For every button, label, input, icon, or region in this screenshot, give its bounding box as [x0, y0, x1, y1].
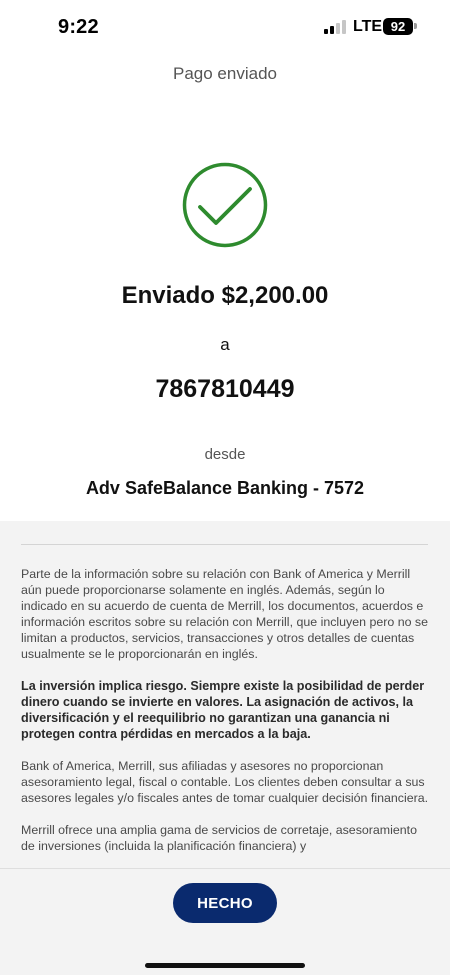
disclosure-paragraph-risk: La inversión implica riesgo. Siempre existe la posibilidad de perder dinero cuando se invierte en valores. La asignación de activos, la diversificación y el reequilibrio no garantizan una ganancia ni protegen contra pérdidas en mercados a la baja. — [21, 679, 425, 741]
page-title: Pago enviado — [173, 64, 277, 83]
divider — [21, 544, 428, 545]
battery-level: 92 — [390, 19, 406, 34]
disclosure-panel[interactable] — [0, 521, 450, 868]
home-indicator[interactable] — [145, 963, 305, 968]
check-circle-icon — [182, 162, 268, 248]
signal-strength-icon — [324, 20, 346, 34]
source-account: Adv SafeBalance Banking - 7572 — [85, 478, 365, 498]
disclosure-text — [21, 566, 431, 868]
sent-amount: Enviado $2,200.00 — [121, 282, 329, 309]
disclosure-paragraph-advice: Bank of America, Merrill, sus afiliadas y asesores no proporcionan asesoramiento legal, fiscal o contable. Los clientes deben consultar a sus asesores legales y/o fiscales antes de tomar cualquier decisión financiera. — [21, 759, 429, 805]
footer — [0, 868, 450, 975]
status-bar — [0, 0, 450, 54]
disclosure-paragraph-services: Merrill ofrece una amplia gama de servicios de corretaje, asesoramiento de inversiones (incluida la planificación financiera) y — [21, 823, 417, 853]
network-type: LTE — [353, 18, 383, 35]
disclosure-paragraph-language: Parte de la información sobre su relación con Bank of America y Merrill aún puede proporcionarse solamente en inglés. Además, según lo indicado en su acuerdo de cuenta de Merrill, los documentos, acuerdos e información escritos sobre su relación con Merrill, que incluyen pero no se limitan a productos, servicios, transacciones y otros detalles de cuentas usualmente se le proporcionarán en inglés. — [21, 567, 429, 661]
to-label: a — [220, 335, 230, 354]
from-label: desde — [204, 446, 246, 463]
status-time: 9:22 — [58, 16, 99, 38]
battery-tip — [414, 23, 417, 29]
battery-icon — [383, 18, 413, 35]
done-button[interactable]: HECHO — [173, 883, 277, 923]
recipient-number: 7867810449 — [155, 375, 295, 403]
